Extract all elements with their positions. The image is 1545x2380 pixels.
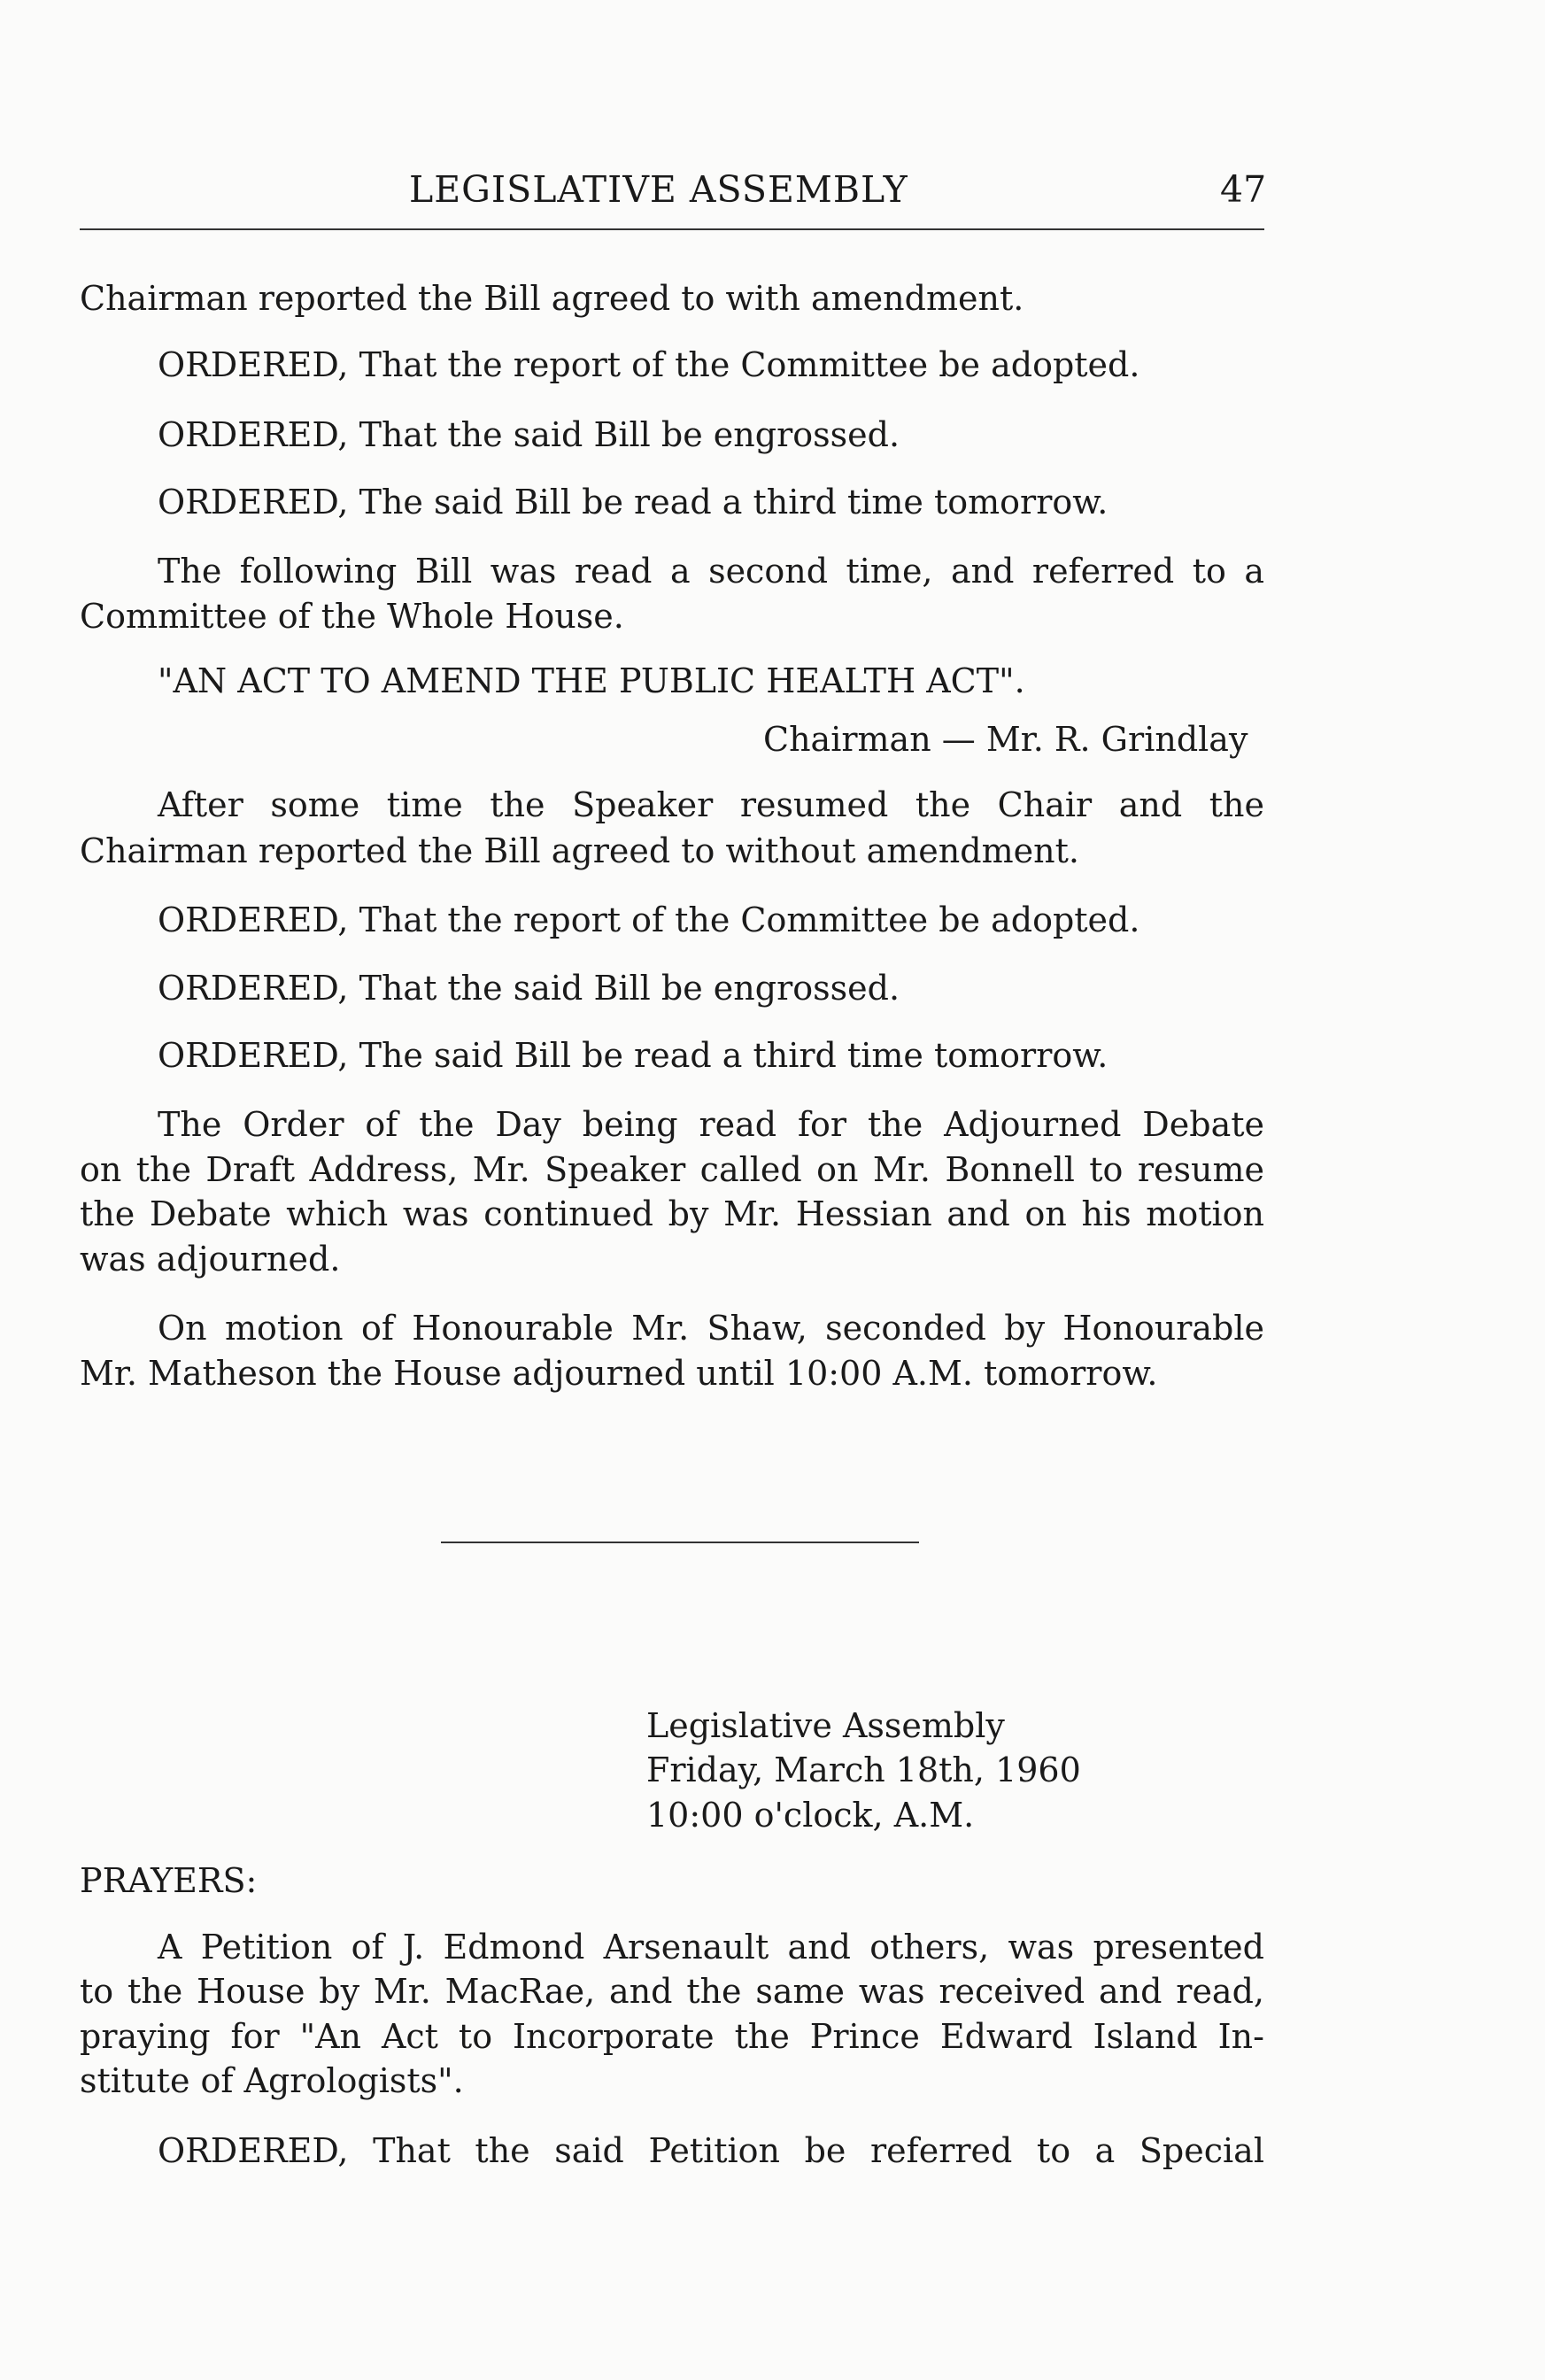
header-rule (80, 228, 1264, 230)
body-line: ORDERED, That the report of the Committee be adopted. (158, 345, 1140, 384)
session-place: Legislative Assembly (646, 1706, 1005, 1745)
petition-line: to the House by Mr. MacRae, and the same was received and read, (80, 1972, 1264, 2011)
body-line: The following Bill was read a second time, and referred to a (158, 552, 1264, 591)
page-number: 47 (1220, 168, 1267, 211)
body-line: Chairman reported the Bill agreed to with amendment. (80, 279, 1024, 318)
body-line: Mr. Matheson the House adjourned until 10:00 A.M. tomorrow. (80, 1354, 1158, 1393)
body-line: Chairman reported the Bill agreed to without amendment. (80, 831, 1079, 870)
body-line: The Order of the Day being read for the Adjourned Debate (158, 1105, 1264, 1144)
body-line: ORDERED, That the said Bill be engrossed. (158, 415, 900, 454)
body-line: the Debate which was continued by Mr. Hessian and on his motion (80, 1194, 1264, 1233)
session-date: Friday, March 18th, 1960 (646, 1750, 1081, 1789)
bill-title: "AN ACT TO AMEND THE PUBLIC HEALTH ACT". (158, 661, 1025, 700)
prayers-heading: PRAYERS: (80, 1861, 258, 1900)
body-line: ORDERED, That the report of the Committee be adopted. (158, 900, 1140, 939)
body-line: After some time the Speaker resumed the Chair and the (158, 785, 1264, 824)
petition-line: praying for "An Act to Incorporate the Prince Edward Island In- (80, 2017, 1264, 2056)
section-divider (441, 1542, 919, 1543)
committee-chairman: Chairman — Mr. R. Grindlay (763, 720, 1248, 759)
body-line: ORDERED, That the said Bill be engrossed. (158, 969, 900, 1008)
body-line: On motion of Honourable Mr. Shaw, seconded by Honourable (158, 1309, 1264, 1348)
petition-line: stitute of Agrologists". (80, 2061, 464, 2100)
body-line: was adjourned. (80, 1240, 341, 1279)
body-line: ORDERED, The said Bill be read a third time tomorrow. (158, 1036, 1109, 1075)
session-time: 10:00 o'clock, A.M. (646, 1796, 975, 1835)
body-line: on the Draft Address, Mr. Speaker called on Mr. Bonnell to resume (80, 1150, 1264, 1189)
body-line: ORDERED, The said Bill be read a third time tomorrow. (158, 483, 1109, 522)
petition-line: ORDERED, That the said Petition be referred to a Special (158, 2131, 1264, 2170)
body-line: Committee of the Whole House. (80, 597, 624, 636)
running-header: LEGISLATIVE ASSEMBLY (409, 168, 908, 211)
petition-line: A Petition of J. Edmond Arsenault and others, was presented (158, 1928, 1264, 1967)
